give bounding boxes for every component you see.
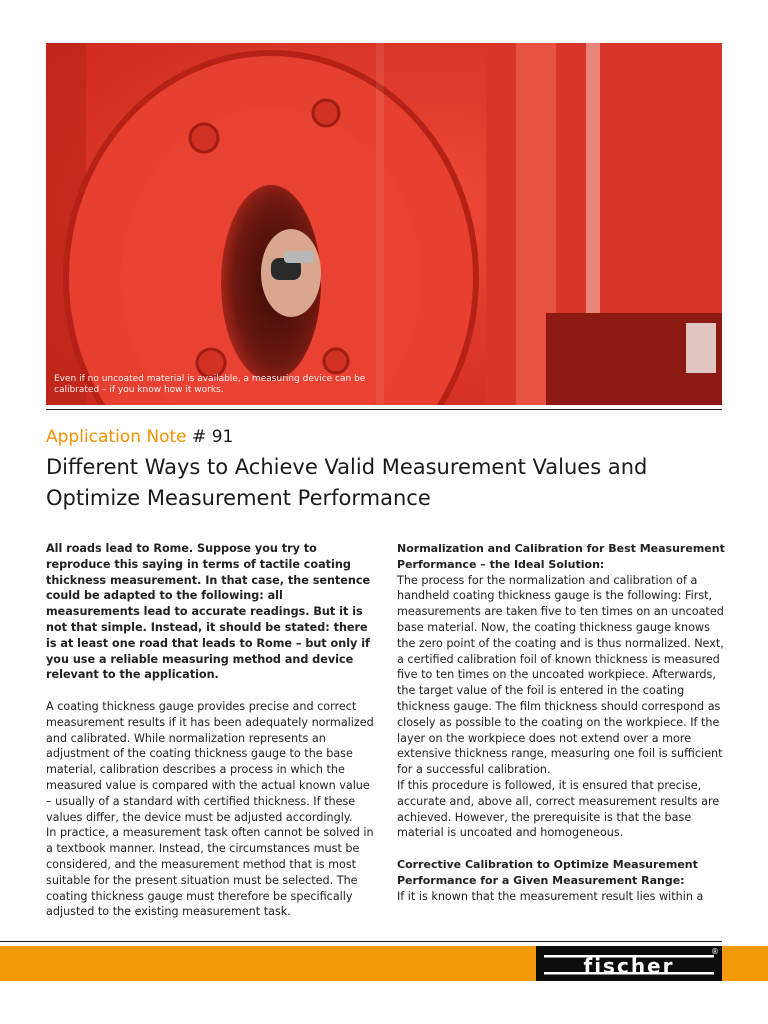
left-column	[46, 541, 376, 920]
registered-mark: ®	[711, 947, 719, 956]
section-subheading: Normalization and Calibration for Best Measurement Performance – the Ideal Solution:	[397, 542, 725, 571]
body-paragraph: If this procedure is followed, it is ensured that precise, accurate and, above all, correct measurement results are achieved. However, the prerequisite is that the base material is uncoated and homogeneous.	[397, 778, 720, 840]
logo-wordmark: fischer	[583, 954, 675, 978]
fischer-logo	[536, 946, 722, 981]
section-subheading: Corrective Calibration to Optimize Measurement Performance for a Given Measurement Range:	[397, 857, 698, 887]
fischer-logo-mark	[536, 946, 722, 981]
machine-photo-illustration	[46, 43, 722, 405]
body-paragraph: The process for the normalization and calibration of a handheld coating thickness gauge is the following: First, measurements are taken five to ten times on an uncoated base material. Now, the coating thickness gauge knows the zero point of the coating and is thus normalized. Next, a certified calibration foil of known thickness is measured five to ten times on the uncoated workpiece. Afterwards, the target value of the foil is entered in the coating thickness gauge. The film thickness should correspond as closely as possible to the coating on the workpiece. If the layer on the workpiece does not extend over a more extensive thickness range, measuring one foil is sufficient for a successful calibration.	[397, 573, 724, 777]
hero-photo	[46, 43, 722, 405]
body-paragraph: In practice, a measurement task often cannot be solved in a textbook manner. Instead, the circumstances must be considered, and the measurement method that is most suitable for the present situation must be selected. The coating thickness gauge must therefore be specifically adjusted to the existing measurement task.	[46, 826, 374, 919]
photo-caption: Even if no uncoated material is available, a measuring device can be calibrated – if you know how it works.	[54, 374, 366, 395]
page-title: Different Ways to Achieve Valid Measurement Values and Optimize Measurement Performance	[46, 455, 648, 510]
right-column	[397, 541, 725, 904]
app-note-label-text: Application Note	[46, 427, 187, 447]
top-divider	[46, 409, 722, 410]
lead-paragraph: All roads lead to Rome. Suppose you try to reproduce this saying in terms of tactile coating thickness measurement. In that case, the sentence could be adapted to the following: all measurements lead to accurate readings. But it is not that simple. Instead, it should be stated: there is at least one road that leads to Rome – but only if you use a reliable measuring method and device relevant to the application.	[46, 542, 371, 682]
body-paragraph: A coating thickness gauge provides precise and correct measurement results if it has been adequately normalized and calibrated. While normalization represents an adjustment of the coating thickness gauge to the base material, calibration describes a process in which the measured value is compared with the actual known value – usually of a standard with certified thickness. If these values differ, the device must be adjusted accordingly.	[46, 699, 374, 824]
body-paragraph: If it is known that the measurement result lies within a	[397, 889, 704, 903]
application-note-label	[46, 426, 233, 448]
bottom-divider	[0, 941, 722, 942]
app-note-number: # 91	[192, 427, 234, 447]
